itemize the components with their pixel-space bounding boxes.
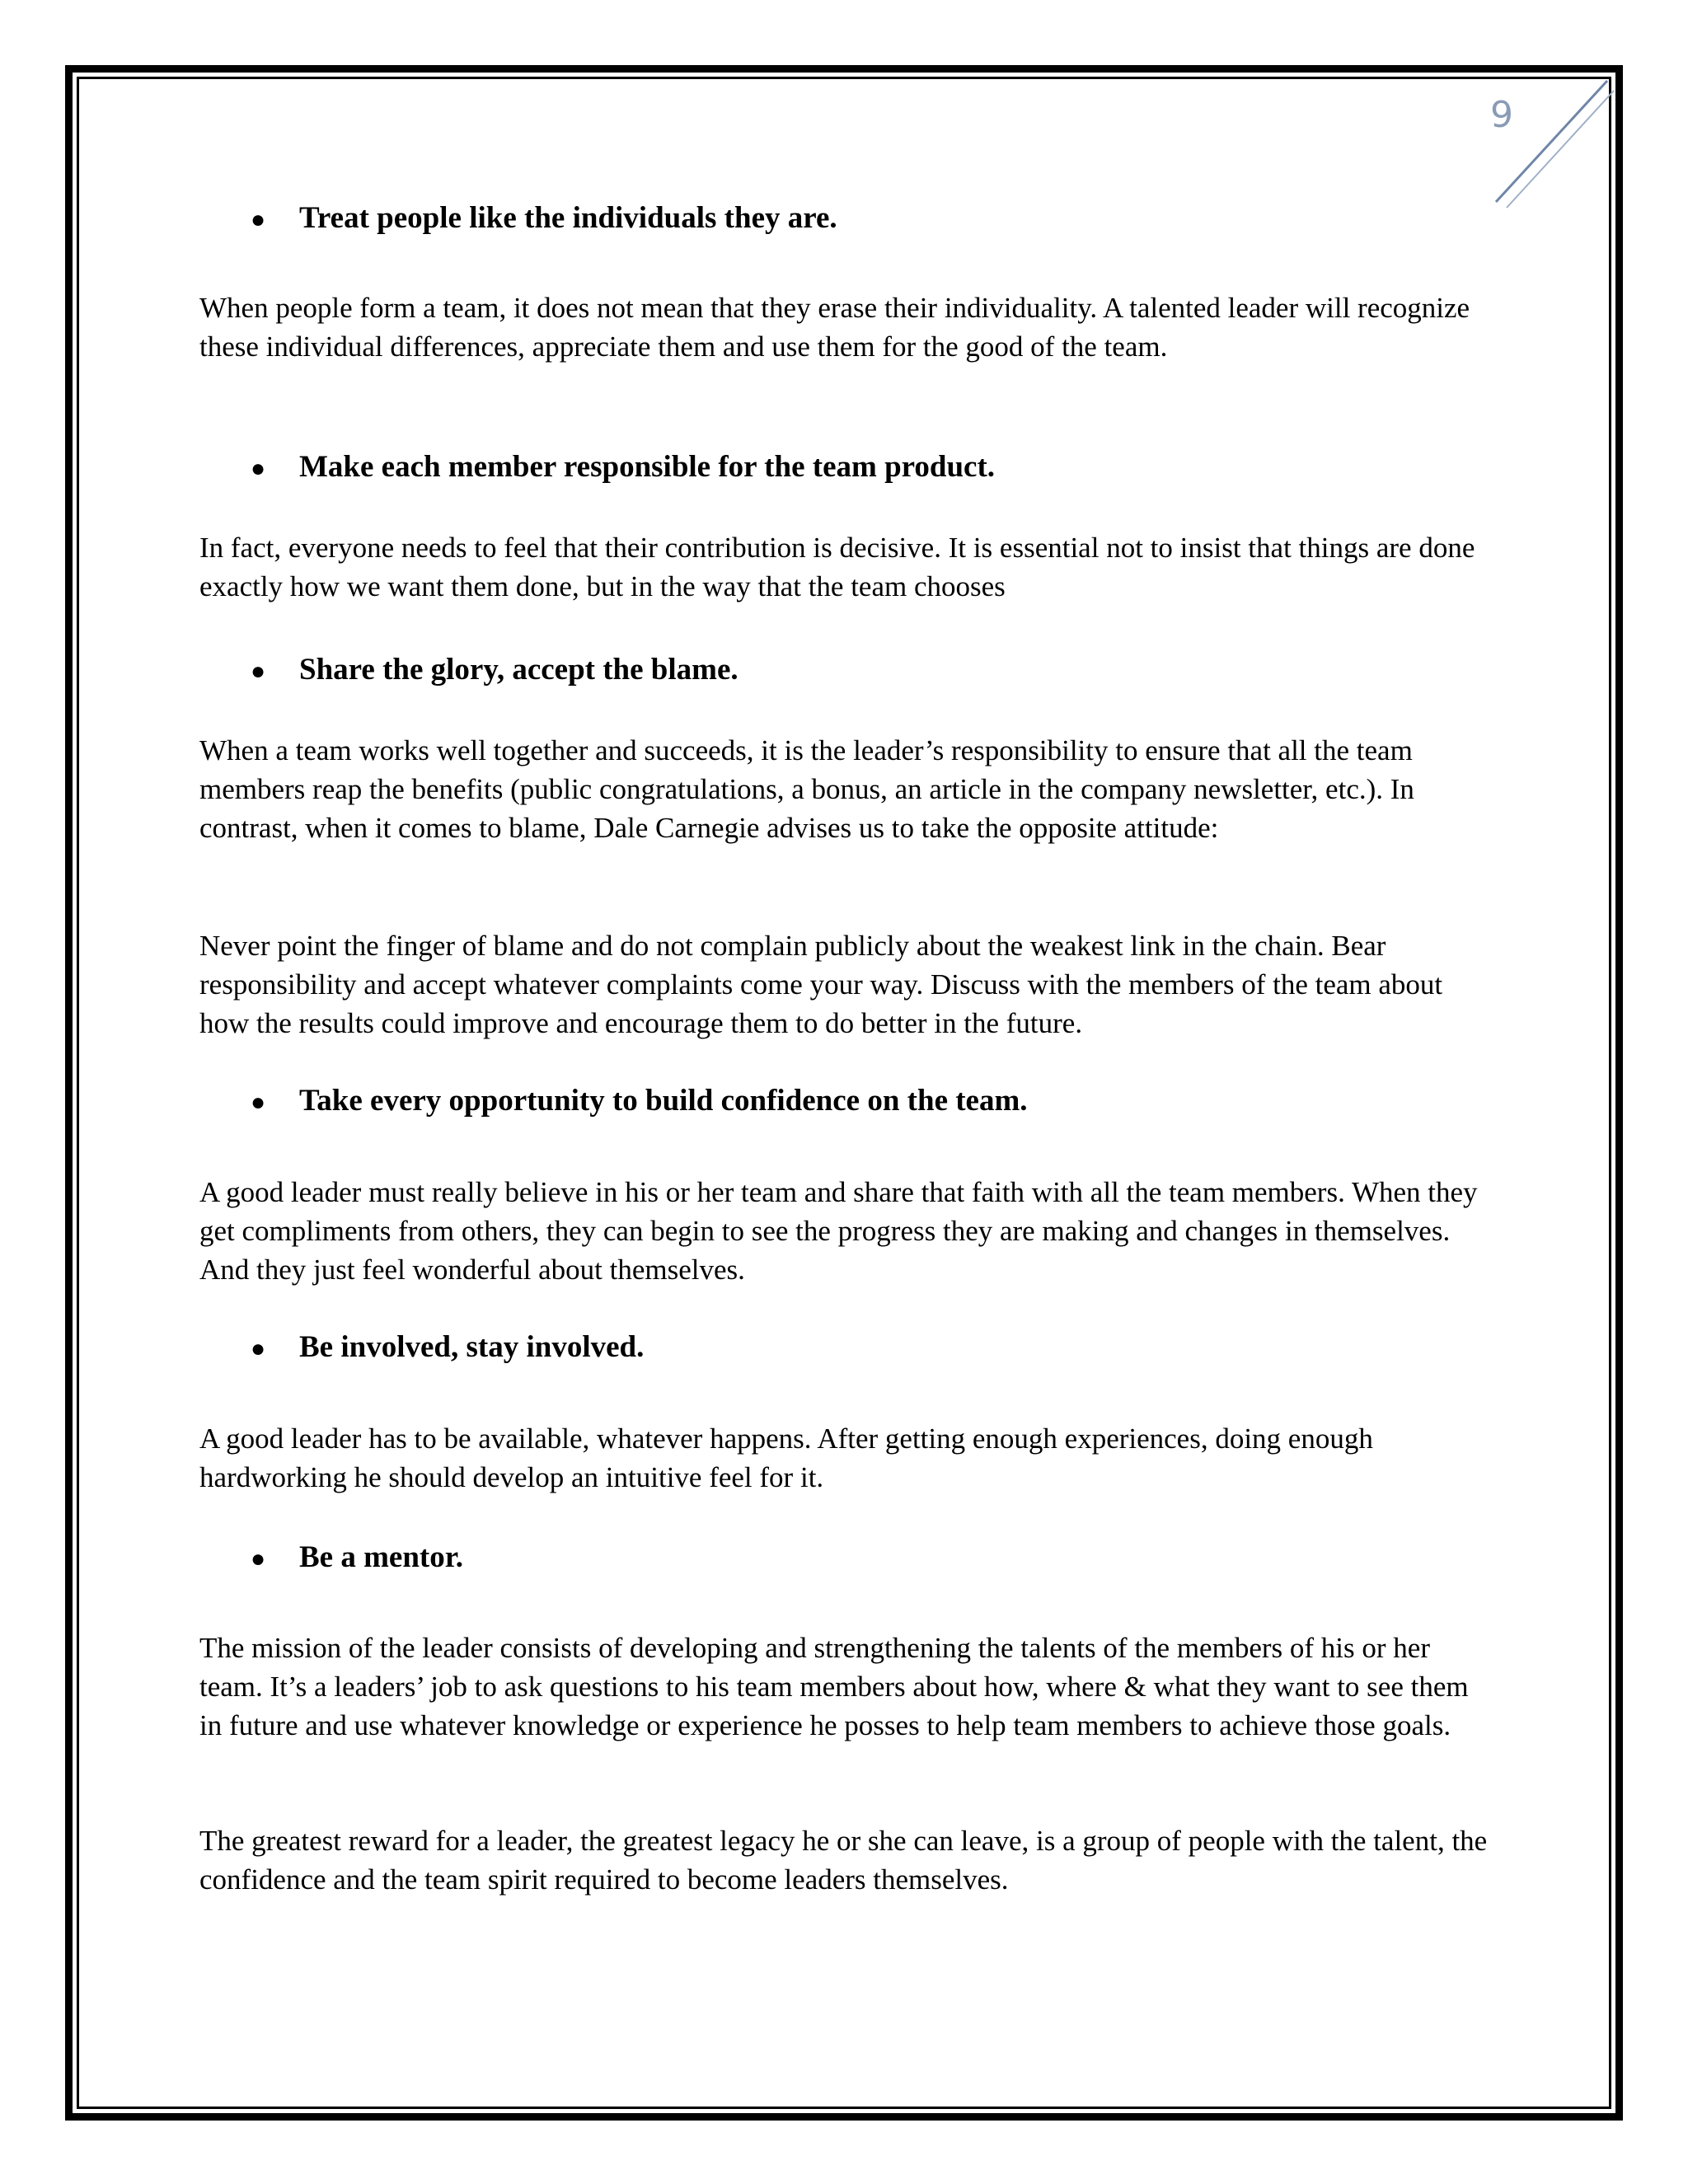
body-paragraph: A good leader has to be available, whatever happens. After getting enough experiences, doing enough hardworking he should develop an intuitive feel for it. (199, 1422, 1373, 1493)
body-paragraph: Never point the finger of blame and do not complain publicly about the weakest link in the chain. Bear responsibility and accept whatever complaints come your way. Discuss with the members of the team about how the results could improve and encourage them to do better in the future. (199, 930, 1443, 1039)
bullet-dot-icon: ● (251, 455, 266, 482)
bullet-heading (199, 200, 837, 237)
bullet-dot-icon: ● (251, 1335, 266, 1362)
section-heading: Share the glory, accept the blame. (299, 653, 738, 687)
body-paragraph: In fact, everyone needs to feel that their contribution is decisive. It is essential not to insist that things are done exactly how we want them done, but in the way that the team chooses (199, 532, 1475, 602)
section-heading: Be involved, stay involved. (299, 1330, 645, 1364)
bullet-heading (199, 652, 738, 688)
bullet-dot-icon: ● (251, 1089, 266, 1116)
body-paragraph: A good leader must really believe in his or her team and share that faith with all the team members. When they get compliments from others, they can begin to see the progress they are making and changes in themselves. And they just feel wonderful about themselves. (199, 1176, 1478, 1286)
bullet-heading (199, 1083, 1028, 1119)
page-number: 9 (1490, 94, 1513, 136)
section-heading: Make each member responsible for the team product. (299, 450, 996, 484)
section-heading: Take every opportunity to build confidence on the team. (299, 1084, 1028, 1118)
bullet-heading (199, 449, 995, 485)
section-heading: Treat people like the individuals they are. (299, 201, 837, 235)
bullet-dot-icon: ● (251, 658, 266, 685)
bullet-dot-icon: ● (251, 206, 266, 233)
bullet-heading (199, 1329, 644, 1366)
body-paragraph: When a team works well together and succeeds, it is the leader’s responsibility to ensure that all the team members reap the benefits (public congratulations, a bonus, an article in the company newsletter, etc.). In contrast, when it comes to blame, Dale Carnegie advises us to take the opposite attitude: (199, 734, 1414, 844)
bullet-dot-icon: ● (251, 1545, 266, 1572)
body-paragraph: When people form a team, it does not mean that they erase their individuality. A talented leader will recognize these individual differences, appreciate them and use them for the good of the team. (199, 292, 1470, 363)
bullet-heading (199, 1540, 463, 1576)
section-heading: Be a mentor. (299, 1540, 464, 1574)
body-paragraph: The mission of the leader consists of developing and strengthening the talents of the members of his or her team. It’s a leaders’ job to ask questions to his team members about how, where & what they want to see them in future and use whatever knowledge or experience he posses to help team members to achieve those goals. (199, 1632, 1469, 1741)
body-paragraph: The greatest reward for a leader, the greatest legacy he or she can leave, is a group of people with the talent, the confidence and the team spirit required to become leaders themselves. (199, 1825, 1488, 1896)
